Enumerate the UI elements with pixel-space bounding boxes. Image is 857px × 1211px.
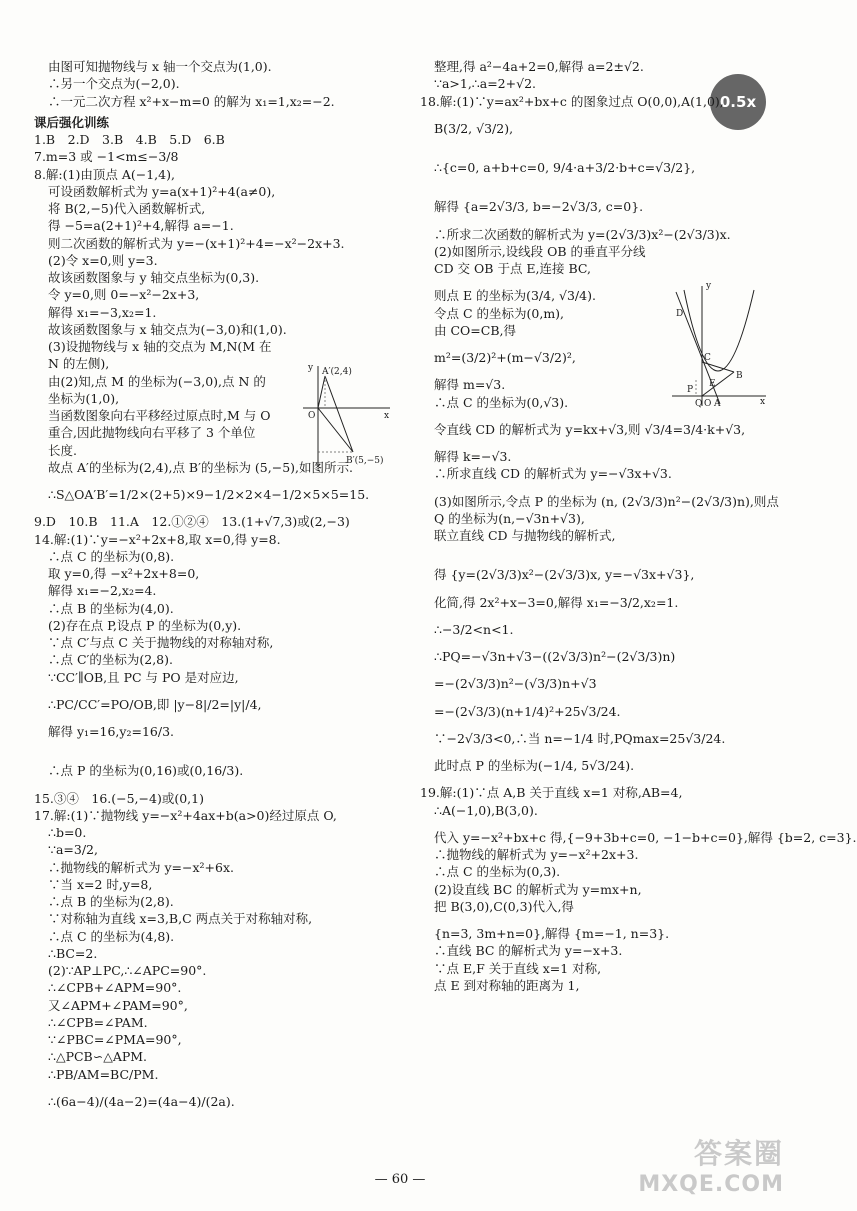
label-y: y	[706, 281, 712, 291]
text-line: {n=3, 3m+n=0},解得 {m=−1, n=3}.	[434, 926, 670, 941]
text-line: 解得 {a=2√3/3, b=−2√3/3, c=0}.	[434, 199, 644, 215]
triangle-oab	[318, 376, 353, 452]
text-line: 取 y=0,得 −x²+2x+8=0,	[48, 566, 200, 581]
text-line: 令点 C 的坐标为(0,m),	[434, 305, 565, 321]
triangle-figure	[298, 362, 393, 470]
text-line: 联立直线 CD 与抛物线的解析式,	[434, 528, 616, 543]
text-line: ∵−2√3/3<0,∴当 n=−1/4 时,PQmax=25√3/24.	[434, 730, 726, 746]
text-line: N 的左侧),	[48, 356, 110, 372]
solution-line: 14.解:(1)∵y=−x²+2x+8,取 x=0,得 y=8.	[34, 531, 281, 547]
playback-speed-badge[interactable]: 0.5x	[710, 74, 766, 130]
text-line: (2)存在点 P,设点 P 的坐标为(0,y).	[48, 617, 242, 633]
section-heading: 课后强化训练	[34, 114, 110, 130]
text-line: ∴抛物线的解析式为 y=−x²+6x.	[48, 859, 234, 875]
solution-line: 18.解:(1)∵y=ax²+bx+c 的图象过点 O(0,0),A(1,0),	[420, 93, 724, 109]
text-line: 则点 E 的坐标为(3/4, √3/4).	[434, 288, 596, 304]
text-line: ∴抛物线的解析式为 y=−x²+2x+3.	[434, 847, 639, 862]
text-line: ∴所求直线 CD 的解析式为 y=−√3x+√3.	[434, 466, 672, 482]
text-line: (3)如图所示,令点 P 的坐标为 (n, (2√3/3)n²−(2√3/3)n),则点	[434, 493, 779, 509]
text-line: Q 的坐标为(n,−√3n+√3),	[434, 510, 585, 526]
text-line: 令直线 CD 的解析式为 y=kx+√3,则 √3/4=3/4·k+√3,	[434, 421, 746, 437]
label-o: O	[308, 411, 316, 421]
text-line: ∴PB/AM=BC/PM.	[48, 1066, 159, 1082]
text-line: 由 CO=CB,得	[434, 322, 516, 338]
text-line: 解得 x₁=−3,x₂=1.	[48, 304, 157, 320]
text-line: ∴点 C 的坐标为(0,8).	[48, 548, 175, 564]
text-line: ∵CC′∥OB,且 PC 与 PO 是对应边,	[48, 669, 239, 685]
text-line: (2)如图所示,设线段 OB 的垂直平分线	[434, 243, 646, 259]
text-line: (3)设抛物线与 x 轴的交点为 M,N(M 在	[48, 339, 272, 354]
text-line: ∴b=0.	[48, 825, 87, 840]
label-a-prime: A′(2,4)	[322, 367, 352, 377]
text-line: ∴点 C 的坐标为(4,8).	[48, 928, 175, 944]
text-line: 由(2)知,点 M 的坐标为(−3,0),点 N 的	[48, 373, 266, 389]
solution-line: 17.解:(1)∵抛物线 y=−x²+4ax+b(a>0)经过原点 O,	[34, 807, 337, 823]
text-line: ∴△PCB∽△APM.	[48, 1049, 148, 1065]
text-line: 解得 k=−√3.	[434, 449, 512, 464]
text-line: 故该函数图象与 x 轴交点为(−3,0)和(1,0).	[48, 321, 287, 337]
text-line: 把 B(3,0),C(0,3)代入,得	[434, 898, 574, 914]
solution-line: 8.解:(1)由顶点 A(−1,4),	[34, 166, 175, 182]
answer-line: 9.D 10.B 11.A 12.①②④ 13.(1+√7,3)或(2,−3)	[34, 514, 350, 530]
text-line: 整理,得 a²−4a+2=0,解得 a=2±√2.	[434, 59, 644, 74]
text-line: ∴点 P 的坐标为(0,16)或(0,16/3).	[48, 763, 244, 779]
text-line: 此时点 P 的坐标为(−1/4, 5√3/24).	[434, 758, 635, 773]
label-x: x	[760, 397, 766, 407]
text-line: ∵点 E,F 关于直线 x=1 对称,	[434, 960, 602, 976]
text-line: 则二次函数的解析式为 y=−(x+1)²+4=−x²−2x+3.	[48, 235, 345, 251]
text-line: 重合,因此抛物线向右平移了 3 个单位	[48, 425, 256, 441]
text-line: ∵∠PBC=∠PMA=90°,	[48, 1032, 182, 1047]
text-line: ∴A(−1,0),B(3,0).	[434, 802, 538, 818]
watermark-url: MXQE.COM	[638, 1172, 784, 1197]
label-x: x	[384, 411, 390, 421]
segment-ob	[702, 372, 734, 396]
text-line: 由图可知抛物线与 x 轴一个交点为(1,0).	[48, 59, 272, 74]
text-line: ∴所求二次函数的解析式为 y=(2√3/3)x²−(2√3/3)x.	[434, 226, 731, 242]
parabola-figure	[662, 282, 770, 408]
text-line: 解得 m=√3.	[434, 377, 506, 393]
solution-line: 19.解:(1)∵点 A,B 关于直线 x=1 对称,AB=4,	[420, 785, 683, 801]
text-line: B(3/2, √3/2),	[434, 120, 514, 136]
label-c: C	[704, 353, 711, 363]
text-line: ∴另一个交点为(−2,0).	[48, 76, 180, 92]
text-line: ∵a=3/2,	[48, 842, 98, 858]
text-line: ∵当 x=2 时,y=8,	[48, 876, 153, 892]
text-line: ∵点 C′与点 C 关于抛物线的对称轴对称,	[48, 635, 274, 650]
answer-line: 1.B 2.D 3.B 4.B 5.D 6.B	[34, 132, 225, 147]
text-line: 解得 x₁=−2,x₂=4.	[48, 583, 157, 599]
label-b: B	[736, 371, 743, 381]
text-line: (2)令 x=0,则 y=3.	[48, 252, 158, 268]
text-line: 又∠APM+∠PAM=90°,	[48, 997, 188, 1013]
text-line: ∴BC=2.	[48, 945, 98, 961]
text-line: ∴∠CPB=∠PAM.	[48, 1014, 148, 1030]
text-line: ∴(6a−4)/(4a−2)=(4a−4)/(2a).	[48, 1093, 235, 1109]
text-line: ∴点 B 的坐标为(2,8).	[48, 894, 174, 909]
text-line: ∴PC/CC′=PO/OB,即 |y−8|/2=|y|/4,	[48, 696, 262, 712]
answer-line: 15.③④ 16.(−5,−4)或(0,1)	[34, 790, 204, 806]
text-line: (2)设直线 BC 的解析式为 y=mx+n,	[434, 881, 642, 897]
text-line: ∴点 C′的坐标为(2,8).	[48, 652, 173, 668]
text-line: ∴点 C 的坐标为(0,3).	[434, 864, 561, 880]
label-b-prime: B′(5,−5)	[346, 456, 384, 466]
text-line: ∴−3/2<n<1.	[434, 621, 514, 637]
text-line: =−(2√3/3)n²−(√3/3)n+√3	[434, 676, 597, 692]
answer-line: 7.m=3 或 −1<m≤−3/8	[34, 149, 179, 165]
text-line: m²=(3/2)²+(m−√3/2)²,	[434, 350, 576, 365]
label-e: E	[709, 379, 716, 389]
text-line: 坐标为(1,0),	[48, 390, 120, 406]
text-line: 点 E 到对称轴的距离为 1,	[434, 977, 580, 993]
text-line: 将 B(2,−5)代入函数解析式,	[48, 201, 206, 216]
text-line: 代入 y=−x²+bx+c 得,{−9+3b+c=0, −1−b+c=0},解得 {b=2, c=3}.	[434, 829, 857, 845]
watermark-logo: 答案圈	[693, 1137, 784, 1170]
label-a: A	[714, 399, 721, 409]
text-line: ∵a>1,∴a=2+√2.	[434, 76, 537, 92]
left-column	[34, 58, 396, 1120]
text-line: 化简,得 2x²+x−3=0,解得 x₁=−3/2,x₂=1.	[434, 594, 679, 610]
text-line: 故点 A′的坐标为(2,4),点 B′的坐标为 (5,−5),如图所示.	[48, 459, 353, 475]
label-y: y	[308, 363, 314, 373]
text-line: ∴直线 BC 的解析式为 y=−x+3.	[434, 943, 623, 959]
text-line: ∴{c=0, a+b+c=0, 9/4·a+3/2·b+c=√3/2},	[434, 160, 696, 175]
text-line: ∴∠CPB+∠APM=90°.	[48, 980, 182, 996]
parabola-curve	[684, 290, 754, 371]
label-o: O	[704, 399, 712, 409]
text-line: CD 交 OB 于点 E,连接 BC,	[434, 261, 591, 276]
text-line: 故该函数图象与 y 轴交点坐标为(0,3).	[48, 270, 260, 285]
text-line: ∴点 C 的坐标为(0,√3).	[434, 394, 569, 410]
text-line: ∴PQ=−√3n+√3−((2√3/3)n²−(2√3/3)n)	[434, 649, 676, 664]
text-line: ∴一元二次方程 x²+x−m=0 的解为 x₁=1,x₂=−2.	[48, 93, 335, 109]
page-number: — 60 —	[374, 1172, 426, 1187]
text-line: 得 {y=(2√3/3)x²−(2√3/3)x, y=−√3x+√3},	[434, 567, 695, 583]
text-line: 长度.	[48, 442, 77, 458]
right-column	[420, 58, 857, 994]
label-q: Q	[695, 399, 703, 409]
label-p: P	[687, 385, 694, 395]
text-line: 令 y=0,则 0=−x²−2x+3,	[48, 287, 200, 303]
text-line: 当函数图象向右平移经过原点时,M 与 O	[48, 408, 271, 423]
text-line: 可设函数解析式为 y=a(x+1)²+4(a≠0),	[48, 183, 276, 199]
text-line: ∴点 B 的坐标为(4,0).	[48, 600, 174, 616]
text-line: ∵对称轴为直线 x=3,B,C 两点关于对称轴对称,	[48, 911, 313, 927]
text-line: (2)∵AP⊥PC,∴∠APC=90°.	[48, 963, 207, 978]
text-line: 解得 y₁=16,y₂=16/3.	[48, 724, 174, 739]
text-line: 得 −5=a(2+1)²+4,解得 a=−1.	[48, 218, 234, 234]
text-line: =−(2√3/3)(n+1/4)²+25√3/24.	[434, 703, 621, 719]
text-line: ∴S△OA′B′=1/2×(2+5)×9−1/2×2×4−1/2×5×5=15.	[48, 487, 370, 502]
label-d: D	[676, 309, 684, 319]
